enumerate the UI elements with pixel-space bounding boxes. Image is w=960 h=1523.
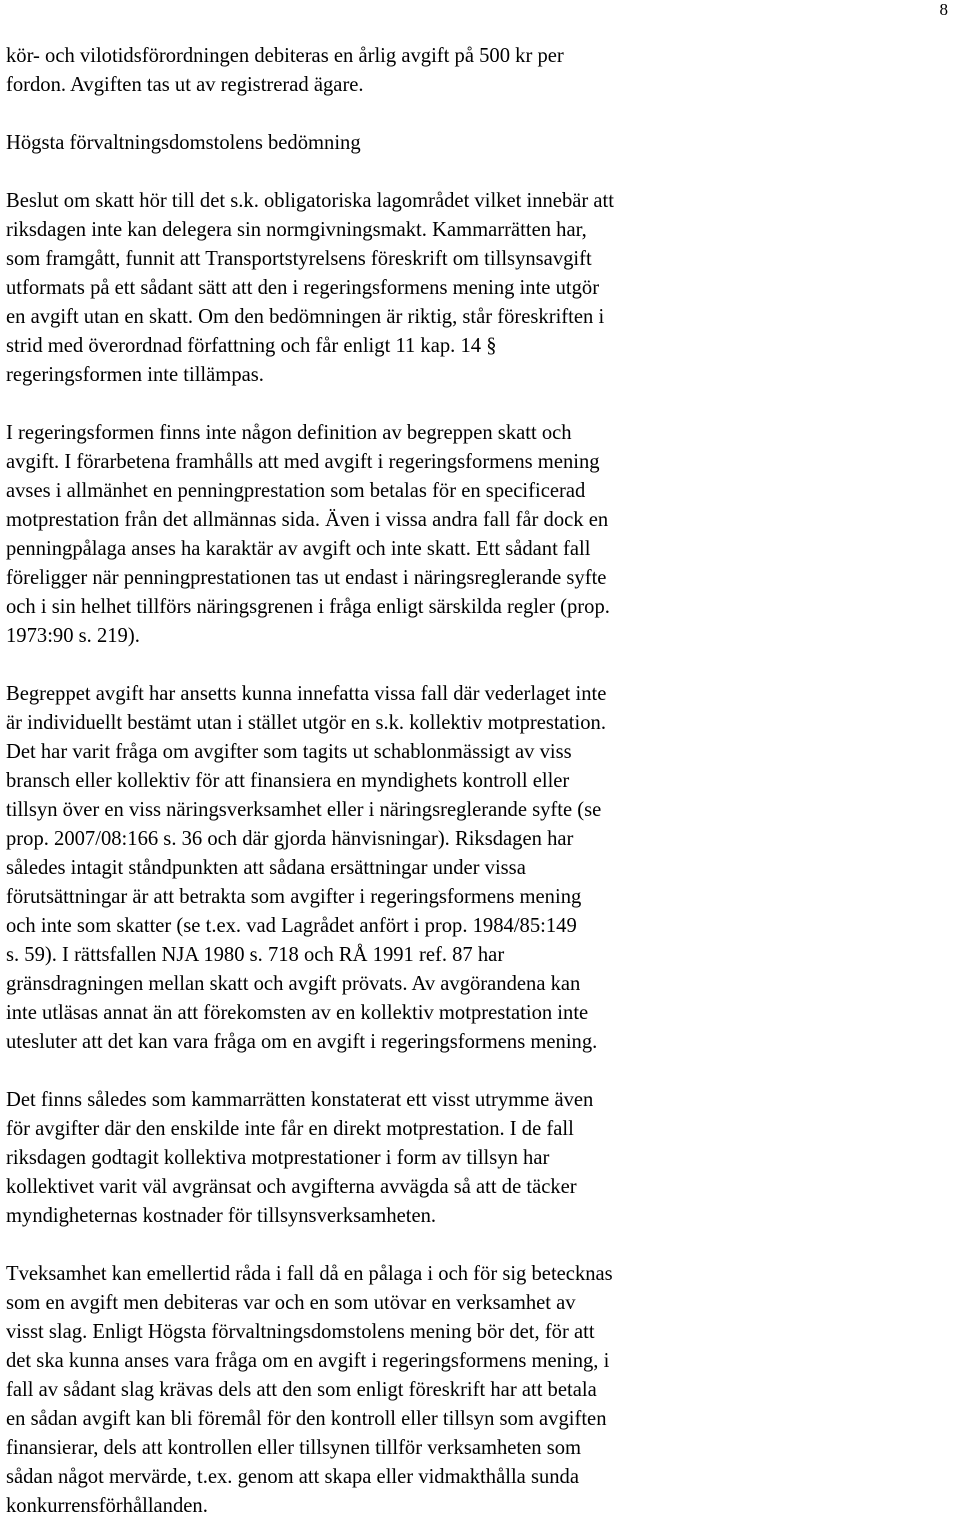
text-line: Tveksamhet kan emellertid råda i fall då en pålaga i och för sig betecknas — [6, 1263, 613, 1285]
text-line: förutsättningar är att betrakta som avgifter i regeringsformens mening — [6, 886, 582, 908]
text-line: och i sin helhet tillförs näringsgrenen i fråga enligt särskilda regler (prop. — [6, 596, 610, 618]
text-line: som en avgift men debiteras var och en som utövar en verksamhet av — [6, 1292, 576, 1314]
text-line: gränsdragningen mellan skatt och avgift prövats. Av avgörandena kan — [6, 973, 581, 995]
text-line: prop. 2007/08:166 s. 36 och där gjorda hänvisningar). Riksdagen har — [6, 828, 574, 850]
document-body — [6, 42, 758, 1521]
text-line: kör- och vilotidsförordningen debiteras en årlig avgift på 500 kr per — [6, 45, 564, 67]
text-line: riksdagen godtagit kollektiva motprestationer i form av tillsyn har — [6, 1147, 550, 1169]
paragraph — [6, 187, 758, 390]
text-line: strid med överordnad författning och får enligt 11 kap. 14 § — [6, 335, 497, 357]
paragraph-spacer — [6, 651, 758, 680]
text-line: motprestation från det allmännas sida. Även i vissa andra fall får dock en — [6, 509, 609, 531]
text-line: bransch eller kollektiv för att finansiera en myndighets kontroll eller — [6, 770, 570, 792]
text-line: föreligger när penningprestationen tas ut endast i näringsreglerande syfte — [6, 567, 607, 589]
paragraph — [6, 419, 758, 651]
paragraph — [6, 42, 758, 100]
text-line: penningpålaga anses ha karaktär av avgift och inte skatt. Ett sådant fall — [6, 538, 591, 560]
text-line: och inte som skatter (se t.ex. vad Lagrådet anfört i prop. 1984/85:149 — [6, 915, 577, 937]
text-line: kollektivet varit väl avgränsat och avgifterna avvägda så att de täcker — [6, 1176, 577, 1198]
text-line: Det har varit fråga om avgifter som tagits ut schablonmässigt av viss — [6, 741, 572, 763]
text-line: en sådan avgift kan bli föremål för den kontroll eller tillsyn som avgiften — [6, 1408, 607, 1430]
text-line: myndigheternas kostnader för tillsynsverksamheten. — [6, 1205, 437, 1227]
text-line: fall av sådant slag krävas dels att den som enligt föreskrift har att betala — [6, 1379, 597, 1401]
text-line: det ska kunna anses vara fråga om en avgift i regeringsformens mening, i — [6, 1350, 610, 1372]
paragraph-spacer — [6, 390, 758, 419]
text-line: Det finns således som kammarrätten konstaterat ett visst utrymme även — [6, 1089, 594, 1111]
paragraph — [6, 680, 758, 1057]
text-line: avgift. I förarbetena framhålls att med avgift i regeringsformens mening — [6, 451, 600, 473]
text-line: 1973:90 s. 219). — [6, 625, 140, 647]
text-line: avses i allmänhet en penningprestation som betalas för en specificerad — [6, 480, 586, 502]
paragraph-spacer — [6, 158, 758, 187]
text-line: fordon. Avgiften tas ut av registrerad ägare. — [6, 74, 364, 96]
text-line: sådan något mervärde, t.ex. genom att skapa eller vidmakthålla sunda — [6, 1466, 579, 1488]
paragraph-spacer — [6, 1057, 758, 1086]
text-line: är individuellt bestämt utan i stället utgör en s.k. kollektiv motprestation. — [6, 712, 606, 734]
text-line: som framgått, funnit att Transportstyrelsens föreskrift om tillsynsavgift — [6, 248, 592, 270]
paragraph-spacer — [6, 1231, 758, 1260]
text-line: för avgifter där den enskilde inte får en direkt motprestation. I de fall — [6, 1118, 574, 1140]
text-line: konkurrensförhållanden. — [6, 1495, 208, 1517]
paragraph-spacer — [6, 100, 758, 129]
text-line: I regeringsformen finns inte någon definition av begreppen skatt och — [6, 422, 572, 444]
paragraph — [6, 1086, 758, 1231]
text-line: tillsyn över en viss näringsverksamhet eller i näringsreglerande syfte (se — [6, 799, 602, 821]
section-heading — [6, 129, 758, 158]
text-line: utformats på ett sådant sätt att den i regeringsformens mening inte utgör — [6, 277, 600, 299]
text-line: riksdagen inte kan delegera sin normgivningsmakt. Kammarrätten har, — [6, 219, 587, 241]
text-line: Beslut om skatt hör till det s.k. obligatoriska lagområdet vilket innebär att — [6, 190, 614, 212]
text-line: således intagit ståndpunkten att sådana ersättningar under vissa — [6, 857, 526, 879]
paragraph — [6, 1260, 758, 1521]
text-line: Högsta förvaltningsdomstolens bedömning — [6, 132, 361, 154]
text-line: utesluter att det kan vara fråga om en avgift i regeringsformens mening. — [6, 1031, 598, 1053]
text-line: Begreppet avgift har ansetts kunna innefatta vissa fall där vederlaget inte — [6, 683, 607, 705]
text-line: s. 59). I rättsfallen NJA 1980 s. 718 och RÅ 1991 ref. 87 har — [6, 944, 505, 966]
text-line: en avgift utan en skatt. Om den bedömningen är riktig, står föreskriften i — [6, 306, 605, 328]
text-line: finansierar, dels att kontrollen eller tillsynen tillför verksamheten som — [6, 1437, 582, 1459]
text-line: regeringsformen inte tillämpas. — [6, 364, 264, 386]
text-line: visst slag. Enligt Högsta förvaltningsdomstolens mening bör det, för att — [6, 1321, 595, 1343]
page-number: 8 — [939, 0, 948, 19]
text-line: inte utläsas annat än att förekomsten av en kollektiv motprestation inte — [6, 1002, 589, 1024]
